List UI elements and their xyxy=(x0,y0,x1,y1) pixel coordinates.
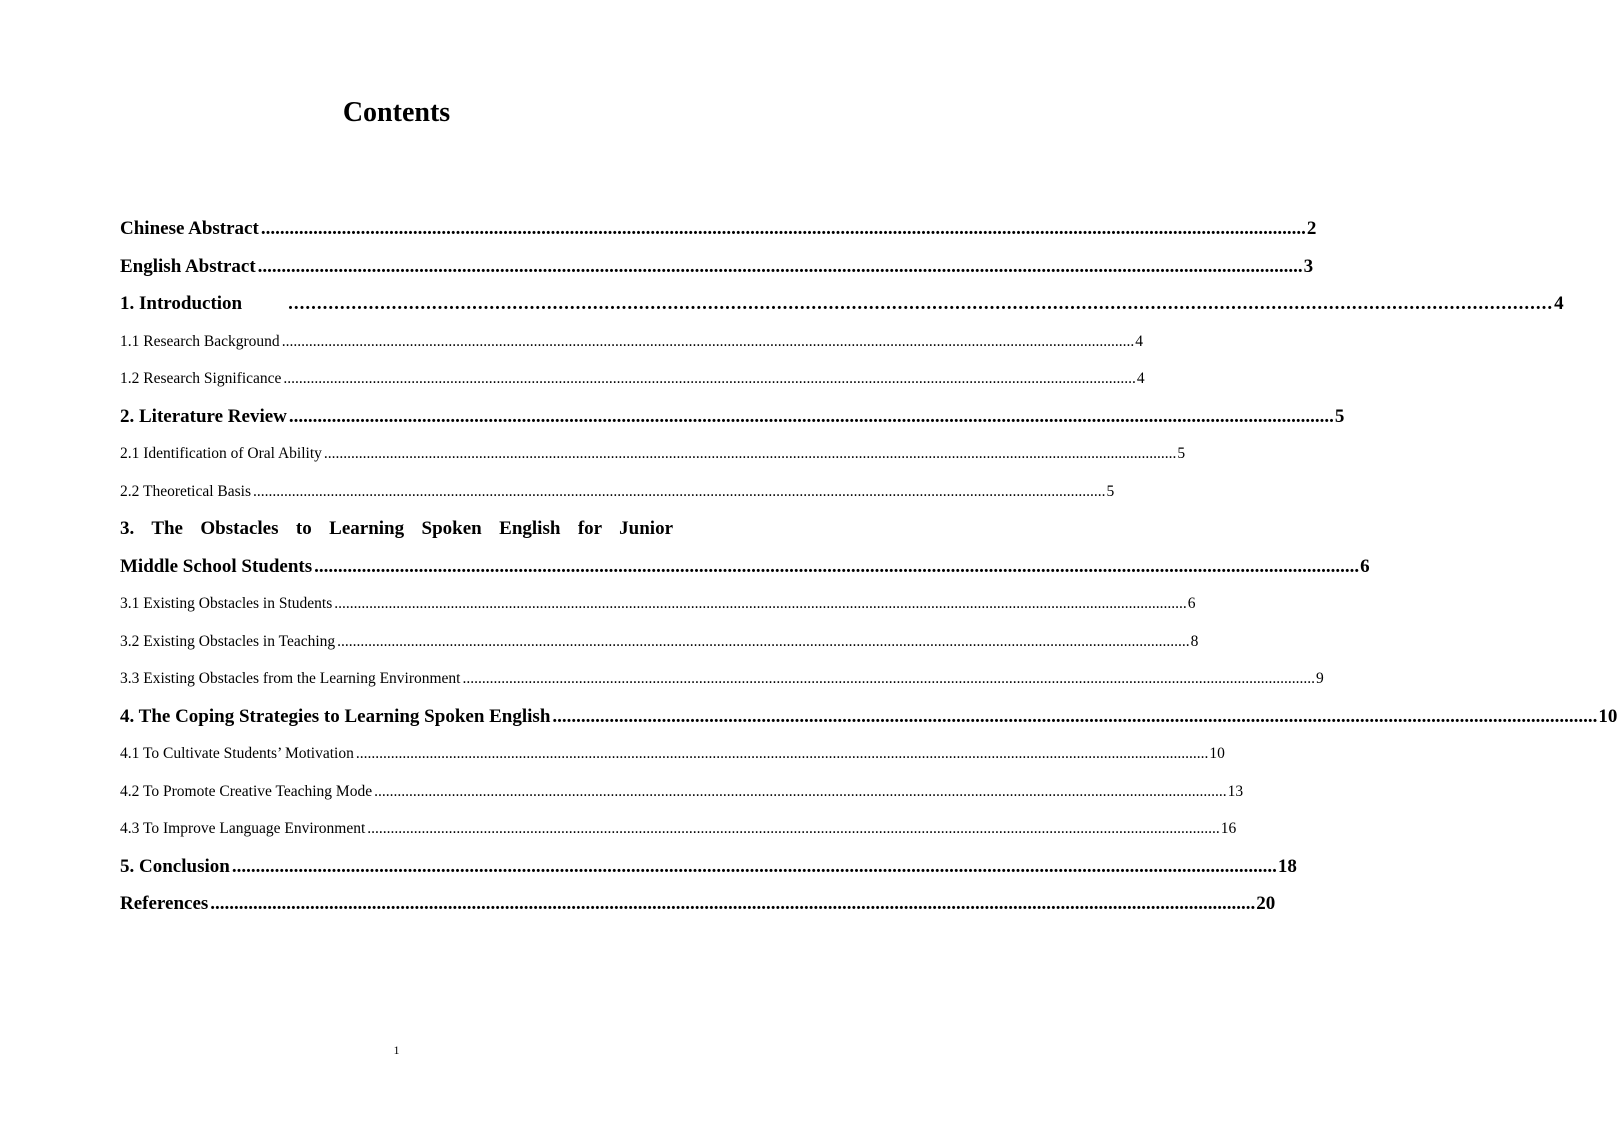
toc-entry-label: 4.3 To Improve Language Environment xyxy=(120,820,366,837)
toc-entry-introduction[interactable] xyxy=(120,285,1564,323)
dot-leader: ............................................................................................................................................................................................................................ xyxy=(283,370,1136,387)
toc-entry-literature-review[interactable] xyxy=(120,398,1345,436)
toc-entry-label: 4.1 To Cultivate Students’ Motivation xyxy=(120,745,354,762)
toc-entry-language-environment[interactable] xyxy=(120,810,1237,848)
toc-entry-label: References xyxy=(120,893,209,914)
toc-entry-theoretical-basis[interactable] xyxy=(120,473,1115,511)
dot-leader: ............................................................................................................................................................................................................................ xyxy=(314,555,1360,577)
toc-entry-obstacles[interactable] xyxy=(120,548,1370,586)
toc-entry-label: 3.3 Existing Obstacles from the Learning Environment xyxy=(120,670,461,687)
dot-leader: ............................................................................................................................................................................................................................ xyxy=(260,218,1306,239)
toc-entry-page: 4 xyxy=(1136,370,1145,387)
toc-entry-label: 3.2 Existing Obstacles in Teaching xyxy=(120,632,336,650)
toc-entry-page: 10 xyxy=(1598,705,1617,727)
toc-entry-cultivate-motivation[interactable] xyxy=(120,735,1225,773)
toc-entry-label: 3.1 Existing Obstacles in Students xyxy=(120,595,333,612)
toc-entry-page: 16 xyxy=(1220,820,1237,837)
toc-entry-page: 18 xyxy=(1277,855,1297,877)
toc-entry-research-background[interactable] xyxy=(120,323,1143,361)
toc-entry-obstacles-line1[interactable]: 3. The Obstacles to Learning Spoken English for Junior xyxy=(120,518,673,539)
toc-entry-page: 5 xyxy=(1334,405,1345,427)
dot-leader: ............................................................................................................................................................................................................................ xyxy=(288,405,1334,427)
toc-entry-research-significance[interactable] xyxy=(120,360,1145,398)
page-title: Contents xyxy=(342,97,451,128)
toc-entry-obstacles-students[interactable] xyxy=(120,585,1196,623)
toc-entry-references[interactable] xyxy=(120,885,1276,923)
dot-leader: ............................................................................................................................................................................................................................ xyxy=(462,670,1315,687)
toc-entry-label: Middle School Students xyxy=(120,555,313,577)
toc-entry-label: Chinese Abstract xyxy=(120,218,259,239)
toc-entry-label: 4.2 To Promote Creative Teaching Mode xyxy=(120,782,373,800)
toc-entry-english-abstract[interactable] xyxy=(120,248,1314,286)
toc-entry-page: 13 xyxy=(1227,782,1244,800)
toc-entry-coping-strategies[interactable] xyxy=(120,698,1617,736)
dot-leader: ............................................................................................................................................................................................................................ xyxy=(288,293,1554,314)
dot-leader: ............................................................................................................................................................................................................................ xyxy=(334,595,1187,612)
dot-leader: ............................................................................................................................................................................................................................ xyxy=(210,893,1256,914)
toc-entry-chinese-abstract[interactable] xyxy=(120,210,1317,248)
dot-leader: ............................................................................................................................................................................................................................ xyxy=(355,745,1209,762)
toc-entry-label: 1. Introduction xyxy=(120,293,243,314)
dot-leader: ............................................................................................................................................................................................................................ xyxy=(337,632,1190,650)
dot-leader: ............................................................................................................................................................................................................................ xyxy=(281,332,1135,350)
toc-entry-label: 1.1 Research Background xyxy=(120,332,280,350)
table-of-contents xyxy=(120,210,1617,923)
toc-entry-obstacles-environment[interactable] xyxy=(120,660,1324,698)
toc-entry-label: 2.2 Theoretical Basis xyxy=(120,482,252,500)
toc-entry-conclusion[interactable] xyxy=(120,848,1297,886)
dot-leader: ............................................................................................................................................................................................................................ xyxy=(253,482,1106,500)
toc-entry-page: 5 xyxy=(1177,445,1186,462)
dot-leader: ............................................................................................................................................................................................................................ xyxy=(552,705,1598,727)
dot-leader: ............................................................................................................................................................................................................................ xyxy=(323,445,1177,462)
footer-page-number: 1 xyxy=(393,1043,400,1057)
toc-entry-label: 1.2 Research Significance xyxy=(120,370,282,387)
toc-entry-page: 3 xyxy=(1303,255,1314,277)
toc-entry-obstacles-teaching[interactable] xyxy=(120,623,1199,661)
toc-entry-label: 4. The Coping Strategies to Learning Spoken English xyxy=(120,705,551,727)
toc-entry-page: 4 xyxy=(1554,293,1564,314)
toc-entry-label: 5. Conclusion xyxy=(120,855,230,877)
toc-entry-page: 9 xyxy=(1316,670,1324,687)
dot-leader: ............................................................................................................................................................................................................................ xyxy=(257,255,1303,277)
toc-entry-identification-oral-ability[interactable] xyxy=(120,435,1186,473)
toc-entry-page: 4 xyxy=(1135,332,1143,350)
toc-entry-creative-teaching-mode[interactable] xyxy=(120,773,1244,811)
toc-entry-page: 20 xyxy=(1256,893,1276,914)
dot-leader: ............................................................................................................................................................................................................................ xyxy=(231,855,1277,877)
toc-entry-page: 2 xyxy=(1306,218,1317,239)
toc-entry-page: 5 xyxy=(1106,482,1115,500)
dot-leader: ............................................................................................................................................................................................................................ xyxy=(367,820,1220,837)
toc-entry-page: 6 xyxy=(1360,555,1370,577)
toc-entry-page: 10 xyxy=(1209,745,1225,762)
dot-leader: ............................................................................................................................................................................................................................ xyxy=(374,782,1227,800)
toc-entry-label: English Abstract xyxy=(120,255,256,277)
toc-entry-page: 8 xyxy=(1190,632,1199,650)
toc-entry-label: 2.1 Identification of Oral Ability xyxy=(120,445,322,462)
toc-entry-label: 2. Literature Review xyxy=(120,405,287,427)
toc-entry-page: 6 xyxy=(1187,595,1196,612)
